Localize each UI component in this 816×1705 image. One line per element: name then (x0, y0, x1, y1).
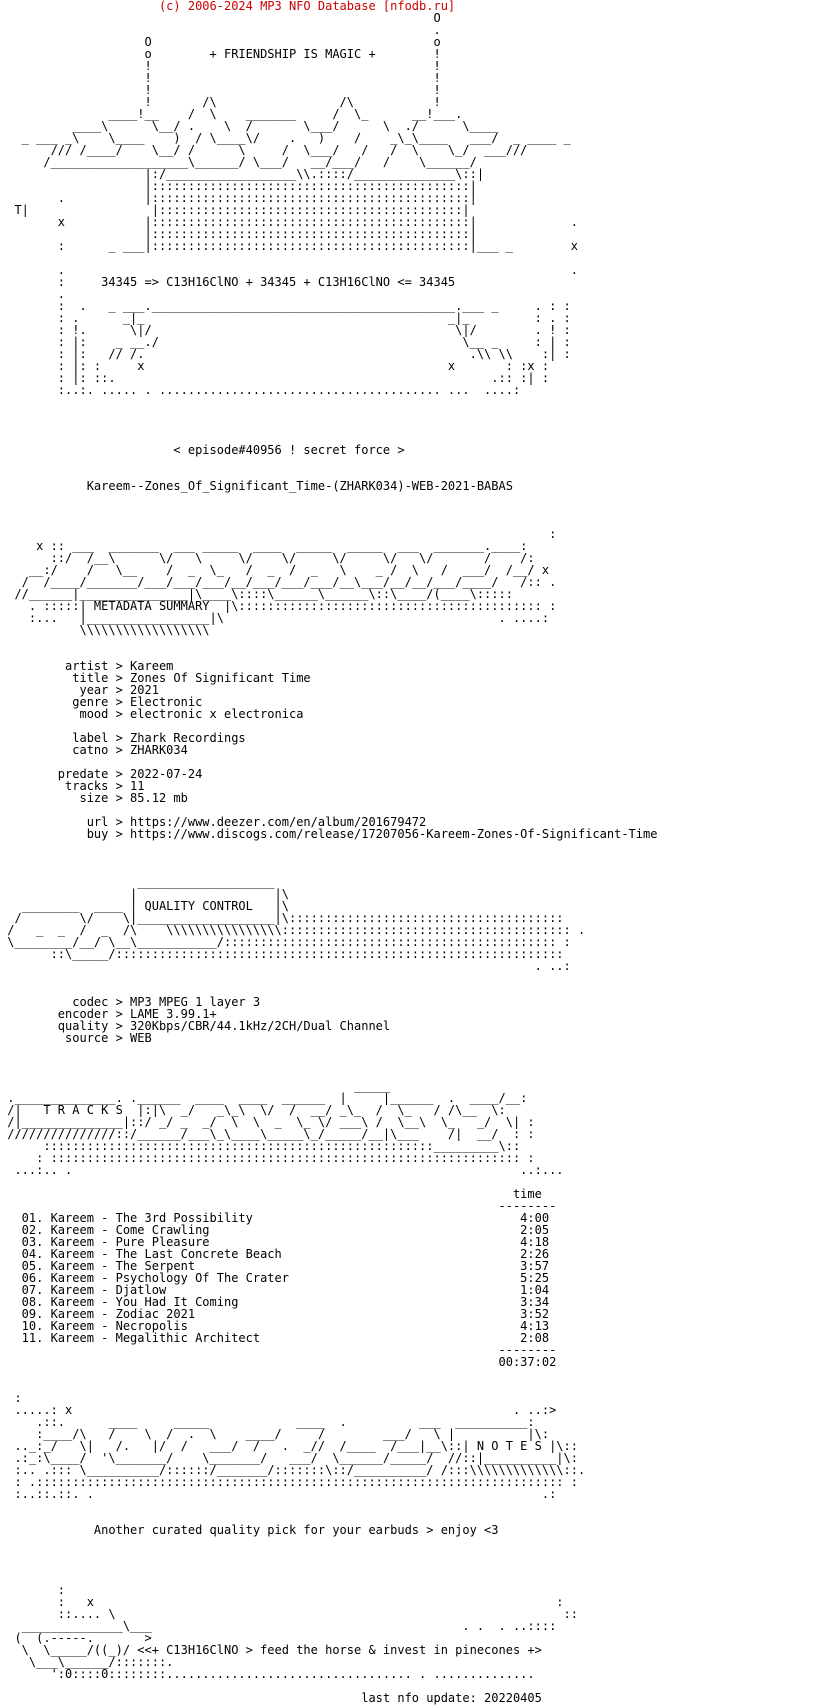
nfo-text-line: T| |::::::::::::::::::::::::::::::::::::::::::| (0, 203, 470, 217)
nfo-text-line: \\\\\\\\\\\\\\\\\\ (0, 623, 210, 637)
nfo-text-line: : |: : x x : :x : (0, 359, 550, 373)
nfo-text-line: artist > Kareem (0, 659, 174, 673)
nfo-text-line: ! ! (0, 59, 441, 73)
nfo-text-line: ________ ____ | QUALITY CONTROL |\ (0, 899, 289, 913)
nfo-text-line: ! ! (0, 71, 441, 85)
nfo-text-line (0, 1500, 816, 1512)
nfo-text-line: .::. ____ _____ ____ . ___ __________: (0, 1415, 535, 1429)
nfo-text-line: year > 2021 (0, 683, 159, 697)
nfo-text-line: last nfo update: 20220405 (0, 1691, 542, 1705)
nfo-text-line: buy > https://www.discogs.com/release/17207056-Kareem-Zones-Of-Significant-Time (0, 827, 658, 841)
nfo-text-line (0, 636, 816, 648)
nfo-text-line: . (0, 287, 66, 301)
nfo-text-line: mood > electronic x electronica (0, 707, 304, 721)
nfo-text-line: ______________\___ . . . ..:::: (0, 1619, 557, 1633)
nfo-text-line (0, 1368, 816, 1380)
nfo-text-line: 00:37:02 (0, 1355, 557, 1369)
nfo-text-line (0, 420, 816, 432)
nfo-text-line: ! ! (0, 83, 441, 97)
nfo-text-line (0, 408, 816, 420)
nfo-text-line: ::\_____/:::::::::::::::::::::::::::::::::::::::::::::::::::::::::::::: (0, 947, 564, 961)
nfo-text-line: 08. Kareem - You Had It Coming 3:34 (0, 1295, 550, 1309)
nfo-text-line: __:/ / \__ / _ \_ / _ / _ \ _ / \ / ___/ /__/ x (0, 563, 550, 577)
nfo-text-line (0, 504, 816, 516)
nfo-text-line: :... |_________________|\ . ....: (0, 611, 550, 625)
nfo-text-line: //______|_______________|\____\::::\______\______\::\____/(____\::::: (0, 587, 513, 601)
nfo-text-line: : (0, 1583, 66, 1597)
nfo-text-line: x |::::::::::::::::::::::::::::::::::::::::::::| . (0, 215, 578, 229)
nfo-text-line: 01. Kareem - The 3rd Possibility 4:00 (0, 1211, 550, 1225)
nfo-text-line: _____ (0, 1079, 391, 1093)
nfo-text-line: . (0, 23, 441, 37)
nfo-text-line (0, 1056, 816, 1068)
nfo-text-line: Another curated quality pick for your earbuds > enjoy <3 (0, 1523, 499, 1537)
nfo-text-line: : . _|_ _|_ : . : (0, 311, 571, 325)
nfo-text-line: .....: x . ..:> (0, 1403, 557, 1417)
nfo-text-line: : ::::::::::::::::::::::::::::::::::::::::::::::::::::::::::::::::: : (0, 1151, 535, 1165)
nfo-text-line (0, 456, 816, 468)
nfo-text-line: codec > MP3 MPEG 1 layer 3 (0, 995, 261, 1009)
nfo-text-line: _ ___ _\ \____ ) / \____\/ . ) / _\_\____ ___/ _ ____ _ (0, 131, 571, 145)
nfo-text-line: . |::::::::::::::::::::::::::::::::::::::::::::| (0, 191, 477, 205)
nfo-text-line (0, 972, 816, 984)
nfo-text-line: Kareem--Zones_Of_Significant_Time-(ZHARK034)-WEB-2021-BABAS (0, 479, 513, 493)
nfo-text-line: :..::.::. . .: (0, 1487, 557, 1501)
nfo-text-line: \________/__/ \__\___________/:::::::::::::::::::::::::::::::::::::::::::::: : (0, 935, 571, 949)
nfo-text-line (0, 492, 816, 504)
nfo-text-line: / /____/_______/___/___/___/__/___/___/___/__\___/__/__/___/____/ /:: . (0, 575, 557, 589)
nfo-text-line: size > 85.12 mb (0, 791, 188, 805)
nfo-text-line: : (0, 1391, 22, 1405)
nfo-text-line: : |: // /. .\\ \\ :| : (0, 347, 571, 361)
nfo-text-line: 05. Kareem - The Serpent 3:57 (0, 1259, 550, 1273)
nfo-text-line: .:_:\____/ '\_______/ \_______/ ___/ \______/_____/ //::|__________|\: (0, 1451, 578, 1465)
nfo-text-line: /// /____/ \__/ / \ / \___/ / / \ \_/ ___/// (0, 143, 528, 157)
nfo-text-line: / _ _ / _ /\ \\\\\\\\\\\\\\\\:::::::::::::::::::::::::::::::::::::::: . (0, 923, 586, 937)
nfo-text-line: ::.... \ :: (0, 1607, 578, 1621)
nfo-text-line: ...:.. . ..:... (0, 1163, 564, 1177)
nfo-text-line: ____\ \__/ . \ / \___/ \ ./ \____ (0, 119, 499, 133)
nfo-text-line: ____!__ / \ _______ / \_ __!___. (0, 107, 463, 121)
nfo-text-line (0, 1380, 816, 1392)
nfo-text-line: . ..: (0, 959, 571, 973)
nfo-text-line: : !. \|/ \|/ . ! : (0, 323, 571, 337)
nfo-text-line: /___________________\______/ \___/ __/___/ / \______/ (0, 155, 477, 169)
nfo-text-line: 03. Kareem - Pure Pleasure 4:18 (0, 1235, 550, 1249)
nfo-text-line: genre > Electronic (0, 695, 203, 709)
nfo-text-line (0, 840, 816, 852)
nfo-text-line: : .::::::::::::::::::::::::::::::::::::::::::::::::::::::::::::::::::::::::: : (0, 1475, 578, 1489)
nfo-text-line: . :::::| METADATA SUMMARY |\:::::::::::::::::::::::::::::::::::::::::: : (0, 599, 557, 613)
nfo-text-line: : 34345 => C13H16ClNO + 34345 + C13H16ClNO <= 34345 (0, 275, 456, 289)
nfo-text-line: title > Zones Of Significant Time (0, 671, 311, 685)
nfo-text-line: |::::::::::::::::::::::::::::::::::::::::::::| (0, 227, 477, 241)
nfo-text-line: o + FRIENDSHIP IS MAGIC + ! (0, 47, 441, 61)
nfo-text-line: 02. Kareem - Come Crawling 2:05 (0, 1223, 550, 1237)
nfo-text-line: ///////////////::/______/___\_\____\_____\_/_____/__|\___ /| __/ : : (0, 1127, 535, 1141)
nfo-text-line: O o (0, 35, 441, 49)
nfo-text-line: |::::::::::::::::::::::::::::::::::::::::::::| (0, 179, 477, 193)
nfo-text-line: .._:_/ \| /. |/ / ___/ / . _// /____ /___|__\::| N O T E S |\:: (0, 1439, 578, 1453)
nfo-text-line: ::/ /__\ \/ \ \/ \/ \/ \/ \/ / /: (0, 551, 535, 565)
nfo-text-line: | |\ (0, 887, 289, 901)
nfo-text-line: 06. Kareem - Psychology Of The Crater 5:25 (0, 1271, 550, 1285)
nfo-text-line: tracks > 11 (0, 779, 145, 793)
nfo-text-line: \___\______/:::::::. (0, 1655, 174, 1669)
nfo-text-line: label > Zhark Recordings (0, 731, 246, 745)
nfo-text-line: : . _ ___.__________________________________________.___ _ . : : (0, 299, 571, 313)
nfo-text-line: x :: ___ _______ ___ _____ ____ _____ _____ ___ _______.____: (0, 539, 528, 553)
nfo-text-line: predate > 2022-07-24 (0, 767, 203, 781)
nfo-text-line: ':0::::0::::::::.................................. . .............. (0, 1667, 535, 1681)
nfo-text-line: ::::::::::::::::::::::::::::::::::::::::::::::::::::::_________\:: (0, 1139, 521, 1153)
nfo-text-line: ___________________ (0, 875, 275, 889)
nfo-text-line: ! /\ /\ ! (0, 95, 441, 109)
nfo-text-line: :..:. ..... . ....................................... ... ....: (0, 383, 521, 397)
nfo-text-line: 11. Kareem - Megalithic Architect 2:08 (0, 1331, 550, 1345)
nfo-text-line (0, 1560, 816, 1572)
nfo-text-line: / \/ \|___________________|\:::::::::::::::::::::::::::::::::::::: (0, 911, 564, 925)
nfo-text-line: 09. Kareem - Zodiac 2021 3:52 (0, 1307, 550, 1321)
nfo-text-line (0, 852, 816, 864)
nfo-text-line: : (0, 527, 557, 541)
nfo-text-line: O (0, 11, 441, 25)
nfo-text-line: catno > ZHARK034 (0, 743, 188, 757)
nfo-text-line: |:/__________________\\.::::/______________\::| (0, 167, 485, 181)
nfo-text-line: : |: _ __./ \__ _ : | : (0, 335, 571, 349)
nfo-text-line (0, 1572, 816, 1584)
nfo-text-line: encoder > LAME 3.99.1+ (0, 1007, 217, 1021)
nfo-text-line: .______________. .______ ____ ____ ______ | |______ . ____/__: (0, 1091, 528, 1105)
nfo-text-line: 04. Kareem - The Last Concrete Beach 2:26 (0, 1247, 550, 1261)
nfo-text-line: . . (0, 263, 578, 277)
nfo-text-line: /|______________|::/ _/ _ _/ \ \ _ \_ \/ ___\ / \__\ \_ _/ \| : (0, 1115, 535, 1129)
nfo-text-line: : x : (0, 1595, 564, 1609)
nfo-text-line: \ \_____/((_)/ <<+ C13H16ClNO > feed the horse & invest in pinecones +> (0, 1643, 542, 1657)
nfo-text-line: : _ ___|::::::::::::::::::::::::::::::::::::::::::::|___ _ x (0, 239, 578, 253)
nfo-text-line: source > WEB (0, 1031, 152, 1045)
nfo-text-line: : |: ::. .:: :| : (0, 371, 550, 385)
nfo-text-line: :.. .::: \__________/::::::/_______/:::::::\::/__________/ /:::\\\\\\\\\\\\\::. (0, 1463, 586, 1477)
nfo-text-line: < episode#40956 ! secret force > (0, 443, 405, 457)
nfo-text-line: url > https://www.deezer.com/en/album/201679472 (0, 815, 427, 829)
nfo-text-line: -------- (0, 1199, 557, 1213)
nfo-text-line (0, 1548, 816, 1560)
nfo-text-line: 07. Kareem - Djatlow 1:04 (0, 1283, 550, 1297)
nfo-text-line (0, 1044, 816, 1056)
nfo-text-line: quality > 320Kbps/CBR/44.1kHz/2CH/Dual Channel (0, 1019, 391, 1033)
nfo-text-line: :____/\ / \ / . \ ____/ / ___/ \ | |\: (0, 1427, 550, 1441)
nfo-text-line: time (0, 1187, 542, 1201)
nfodb-header-line: (c) 2006-2024 MP3 NFO Database [nfodb.ru] (0, 0, 456, 13)
nfo-text-line (0, 396, 816, 408)
nfo-text-line (0, 1536, 816, 1548)
nfo-text-line: ( (.-----. > (0, 1631, 152, 1645)
nfo-text-line: 10. Kareem - Necropolis 4:13 (0, 1319, 550, 1333)
nfo-text-line: -------- (0, 1343, 557, 1357)
nfo-text-line: /| T R A C K S |:|\ _/ _\_\ \/ / __/ _\_ / \_ / /\__ \: (0, 1103, 506, 1117)
